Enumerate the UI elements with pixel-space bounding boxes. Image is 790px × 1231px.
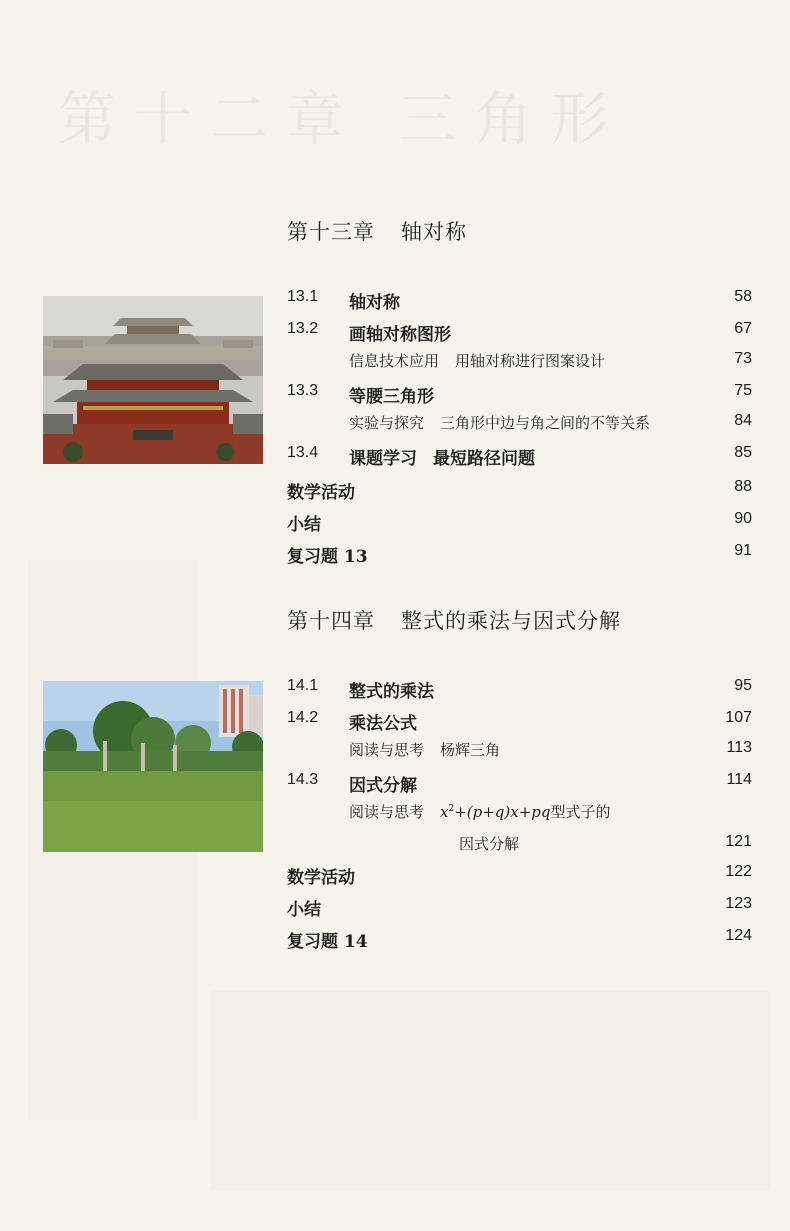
section-number: 14.1 bbox=[287, 677, 319, 694]
toc-row-sub[interactable] bbox=[287, 801, 752, 857]
activity-title: 数学活动 bbox=[287, 483, 355, 503]
toc-row[interactable] bbox=[287, 709, 752, 735]
toc-row-top[interactable] bbox=[287, 927, 752, 953]
subsection-category: 阅读与思考 bbox=[349, 741, 425, 759]
page-number: 114 bbox=[726, 771, 752, 788]
subsection-title bbox=[349, 412, 650, 433]
page-number: 122 bbox=[725, 863, 752, 880]
page-number: 123 bbox=[725, 895, 752, 912]
page-number: 73 bbox=[734, 350, 752, 367]
subsection-title bbox=[349, 350, 605, 371]
section-title bbox=[349, 444, 535, 469]
page-number: 67 bbox=[734, 320, 752, 337]
toc-row-top[interactable] bbox=[287, 863, 752, 889]
subsection-title bbox=[349, 739, 500, 760]
section-title: 乘法公式 bbox=[349, 714, 417, 734]
page-number: 95 bbox=[734, 677, 752, 694]
page-number: 58 bbox=[734, 288, 752, 305]
toc-row-top[interactable] bbox=[287, 895, 752, 921]
formula-base: x bbox=[440, 803, 449, 821]
ghost-image-bottom bbox=[210, 990, 770, 1190]
summary-title: 小结 bbox=[287, 900, 321, 920]
section-title: 因式分解 bbox=[349, 776, 417, 796]
page-number: 88 bbox=[734, 478, 752, 495]
subsection-title bbox=[349, 801, 611, 822]
toc-row-sub[interactable] bbox=[287, 739, 752, 765]
subsection-category: 实验与探究 bbox=[349, 414, 425, 432]
subsection-name: 型式子的 bbox=[550, 803, 611, 821]
section-title: 画轴对称图形 bbox=[349, 325, 451, 345]
section-title-part: 最短路径问题 bbox=[433, 449, 535, 469]
section-number: 14.3 bbox=[287, 771, 319, 788]
section-number: 13.2 bbox=[287, 320, 319, 337]
subsection-category: 信息技术应用 bbox=[349, 352, 440, 370]
section-title: 轴对称 bbox=[349, 293, 400, 313]
page-number: 84 bbox=[734, 412, 752, 429]
page-number: 107 bbox=[725, 709, 752, 726]
toc-row[interactable] bbox=[287, 444, 752, 470]
page-number: 124 bbox=[725, 927, 752, 944]
chapter-13-number: 第十三章 bbox=[287, 220, 375, 244]
review-title: 复习题 13 bbox=[287, 547, 368, 567]
formula-exponent: 2 bbox=[448, 804, 455, 814]
chapter-14-number: 第十四章 bbox=[287, 609, 375, 633]
toc-row-sub[interactable] bbox=[287, 350, 752, 376]
formula-rest: +(p+q)x+pq bbox=[454, 803, 551, 821]
page-number: 91 bbox=[734, 542, 752, 559]
section-number: 13.1 bbox=[287, 288, 319, 305]
subsection-name: 杨辉三角 bbox=[440, 741, 501, 759]
subsection-name: 用轴对称进行图案设计 bbox=[455, 352, 606, 370]
forbidden-city-illustration bbox=[43, 296, 263, 464]
section-title: 等腰三角形 bbox=[349, 387, 434, 407]
section-number: 14.2 bbox=[287, 709, 319, 726]
section-title-part: 课题学习 bbox=[349, 449, 417, 469]
subsection-category: 阅读与思考 bbox=[349, 803, 425, 821]
page-number: 85 bbox=[734, 444, 752, 461]
subsection-name-line2: 因式分解 bbox=[459, 835, 520, 853]
page-number: 121 bbox=[725, 833, 752, 850]
page-number: 90 bbox=[734, 510, 752, 527]
chapter-13-name: 轴对称 bbox=[401, 220, 467, 244]
toc-row-top[interactable] bbox=[287, 542, 752, 568]
subsection-name: 三角形中边与角之间的不等关系 bbox=[440, 414, 651, 432]
forbidden-city-photo bbox=[43, 296, 263, 464]
toc-row[interactable] bbox=[287, 771, 752, 797]
formula bbox=[440, 803, 550, 821]
toc-row[interactable] bbox=[287, 677, 752, 703]
chapter-13-title bbox=[287, 216, 467, 246]
section-number: 13.4 bbox=[287, 444, 319, 461]
toc-row-top[interactable] bbox=[287, 510, 752, 536]
park-lawn-illustration bbox=[43, 681, 263, 852]
section-number: 13.3 bbox=[287, 382, 319, 399]
toc-row-sub[interactable] bbox=[287, 412, 752, 438]
chapter-14-title bbox=[287, 605, 621, 635]
chapter-14-name: 整式的乘法与因式分解 bbox=[401, 609, 621, 633]
toc-row[interactable] bbox=[287, 382, 752, 408]
park-lawn-photo bbox=[43, 681, 263, 852]
activity-title: 数学活动 bbox=[287, 868, 355, 888]
page-number: 75 bbox=[734, 382, 752, 399]
toc-row-top[interactable] bbox=[287, 478, 752, 504]
section-title: 整式的乘法 bbox=[349, 682, 434, 702]
review-title: 复习题 14 bbox=[287, 932, 368, 952]
toc-row[interactable] bbox=[287, 320, 752, 346]
toc-row[interactable] bbox=[287, 288, 752, 314]
page-number: 113 bbox=[726, 739, 752, 756]
summary-title: 小结 bbox=[287, 515, 321, 535]
ghost-chapter-title: 第十二章 三角形 bbox=[58, 85, 627, 153]
